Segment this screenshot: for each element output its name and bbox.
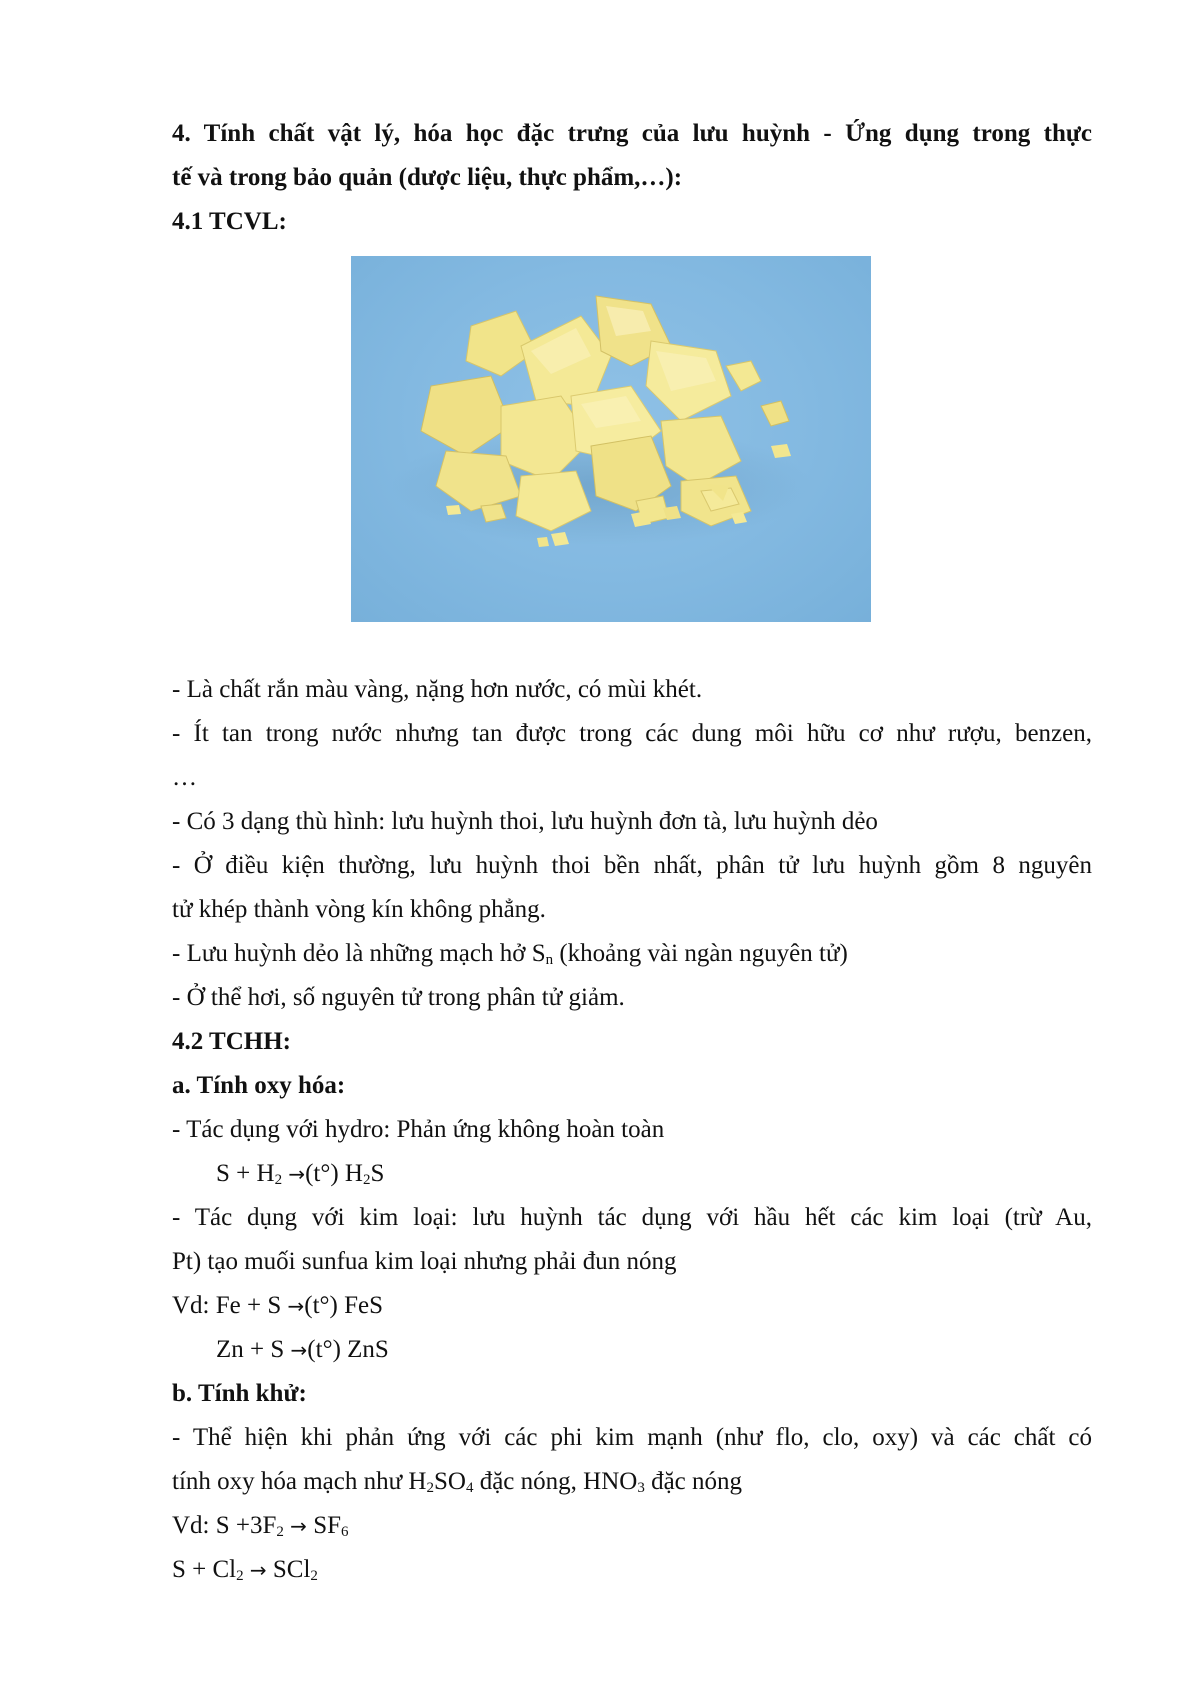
paragraph-vapor: - Ở thể hơi, số nguyên tử trong phân tử giảm. (172, 984, 625, 1011)
figure-container (172, 244, 1092, 668)
section-heading-line1: 4. Tính chất vật lý, hóa học đặc trưng của lưu huỳnh - Ứng dụng trong thực (172, 120, 1092, 147)
paragraph-metals-line1: - Tác dụng với kim loại: lưu huỳnh tác dụng với hầu hết các kim loại (trừ Au, (172, 1204, 1092, 1231)
paragraph-solubility-line2: … (172, 764, 197, 791)
paragraph-color: - Là chất rắn màu vàng, nặng hơn nước, có mùi khét. (172, 676, 703, 703)
arrow-icon: → (287, 1294, 305, 1318)
arrow-icon: → (288, 1162, 306, 1186)
paragraph-stability-line2: tử khép thành vòng kín không phẳng. (172, 896, 546, 923)
paragraph-allotropes: - Có 3 dạng thù hình: lưu huỳnh thoi, lưu huỳnh đơn tà, lưu huỳnh dẻo (172, 808, 878, 835)
equation-sf6: Vd: $S +3F_2 \to SF_6$ (172, 1512, 349, 1540)
arrow-icon: → (290, 1338, 308, 1362)
sulfur-crystals-illustration (351, 256, 871, 622)
arrow-icon: → (290, 1514, 307, 1538)
equation-h2s: $S + H_2 \to(t^\circ)$ $H_2S$ (216, 1160, 385, 1188)
paragraph-hydrogen: - Tác dụng với hydro: Phản ứng không hoàn toàn (172, 1116, 665, 1143)
paragraph-solubility-line1: - Ít tan trong nước nhưng tan được trong các dung môi hữu cơ như rượu, benzen, (172, 720, 1092, 747)
reducing-title: b. Tính khử: (172, 1380, 307, 1407)
paragraph-metals-line2: Pt) tạo muối sunfua kim loại nhưng phải đun nóng (172, 1248, 677, 1275)
paragraph-reducing-line1: - Thể hiện khi phản ứng với các phi kim mạnh (như flo, clo, oxy) và các chất có (172, 1424, 1092, 1451)
paragraph-stability-line1: - Ở điều kiện thường, lưu huỳnh thoi bền nhất, phân tử lưu huỳnh gồm 8 nguyên (172, 852, 1092, 879)
document-page (172, 112, 1092, 1592)
sulfur-crystals-photo (351, 256, 871, 622)
chemical-properties-title: 4.2 TCHH: (172, 1028, 291, 1055)
equation-zns: Zn + S →(t°) ZnS (216, 1336, 389, 1363)
paragraph-plastic-sulfur: - Lưu huỳnh dẻo là những mạch hở $S_n$ (khoảng vài ngàn nguyên tử) (172, 940, 848, 968)
equation-fes: Vd: Fe + S →(t°) FeS (172, 1292, 384, 1319)
paragraph-reducing-line2: tính oxy hóa mạch như $H_2SO_4$ đặc nóng, $HNO_3$ đặc nóng (172, 1468, 743, 1496)
equation-scl2: $S + Cl_2 \to SCl_2$ (172, 1556, 318, 1584)
arrow-icon: → (249, 1558, 267, 1582)
oxidizing-title: a. Tính oxy hóa: (172, 1072, 346, 1099)
section-heading-line2: tế và trong bảo quản (dược liệu, thực phẩm,…): (172, 164, 683, 191)
physical-properties-title: 4.1 TCVL: (172, 208, 287, 235)
